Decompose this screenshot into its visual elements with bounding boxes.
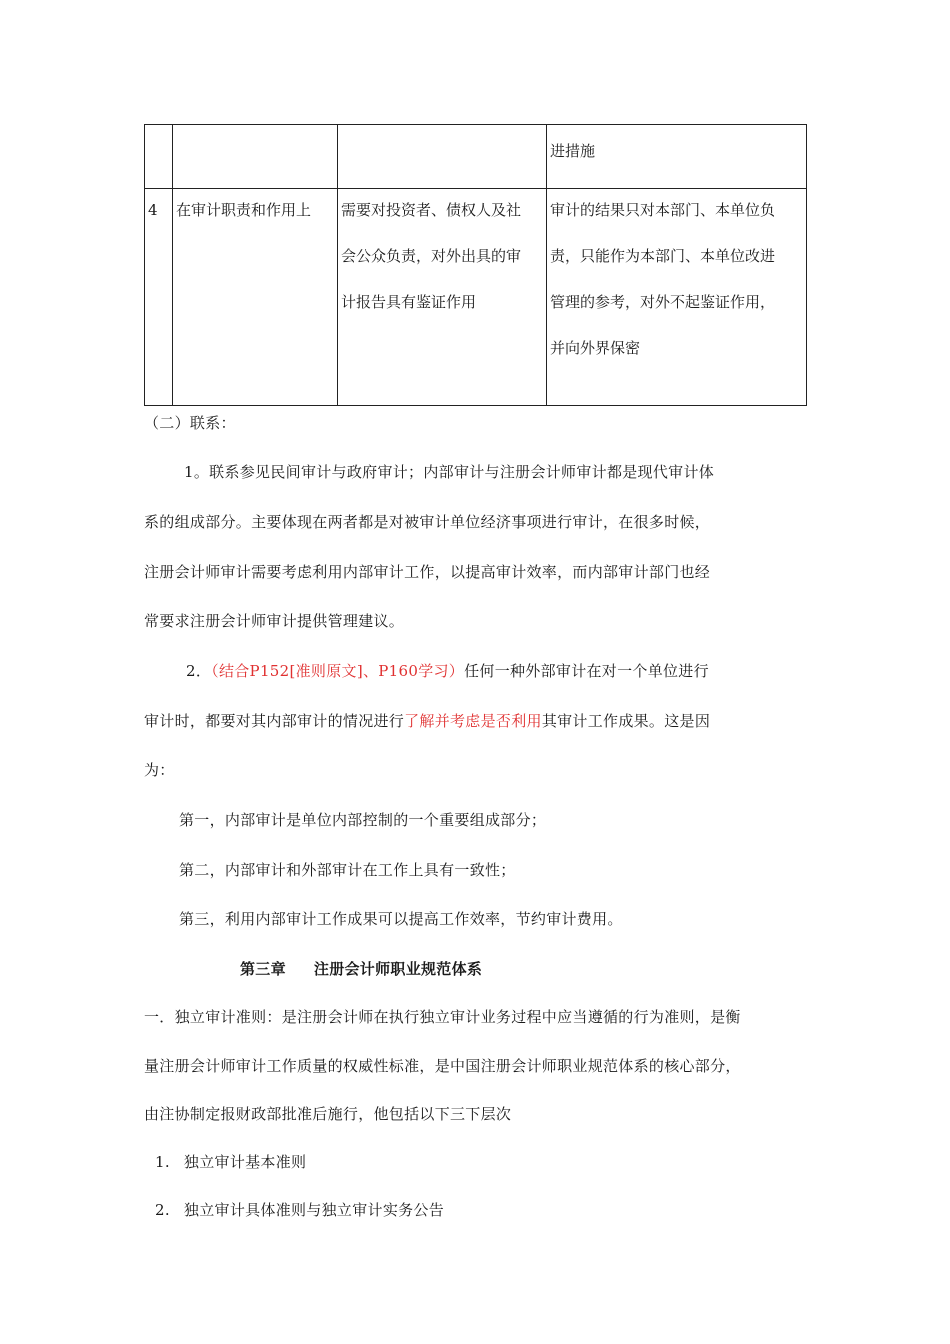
paragraph-line: 量注册会计师审计工作质量的权威性标准，是中国注册会计师职业规范体系的核心部分， [144,1057,741,1075]
table-cell [173,125,338,189]
cell-line: 审计的结果只对本部门、本单位负 [550,201,776,219]
list-item: 1. 独立审计基本准则 [155,1153,307,1171]
cell-line: 责，只能作为本部门、本单位改进 [550,247,776,265]
highlight-text: 了解并考虑是否利用 [404,712,542,730]
table-cell [338,189,547,406]
paragraph-line: 为： [144,761,175,779]
section-heading: （二）联系： [144,414,236,432]
aspect-label: 在审计职责和作用上 [176,201,312,219]
cell-line: 需要对投资者、债权人及社 [341,201,522,219]
comparison-table [144,124,807,406]
highlight-reference: （结合P152[准则原文]、P160学习） [211,662,465,680]
cell-text: 进措施 [550,142,596,160]
reason-item: 第二，内部审计和外部审计在工作上具有一致性； [179,861,516,879]
cell-line: 会公众负责，对外出具的审 [341,247,522,265]
table-cell [145,125,173,189]
list-number: 2. [155,1201,170,1219]
paragraph-line: 由注协制定报财政部批准后施行，他包括以下三下层次 [144,1105,512,1123]
table-row [145,125,807,189]
list-number: 1. [155,1153,170,1171]
chapter-title: 注册会计师职业规范体系 [313,960,483,978]
table-cell [173,189,338,406]
paragraph-line: 审计时，都要对其内部审计的情况进行了解并考虑是否利用其审计工作成果。这是因 [144,712,711,730]
reason-item: 第一，内部审计是单位内部控制的一个重要组成部分； [179,811,547,829]
paragraph-line: 系的组成部分。主要体现在两者都是对被审计单位经济事项进行审计，在很多时候， [144,513,711,531]
chapter-number: 第三章 [240,960,286,978]
paragraph-line: 注册会计师审计需要考虑利用内部审计工作，以提高审计效率，而内部审计部门也经 [144,563,711,581]
cell-line: 计报告具有鉴证作用 [341,293,477,311]
table-cell [338,125,547,189]
paragraph-line: 2．（结合P152[准则原文]、P160学习）任何一种外部审计在对一个单位进行 [186,662,709,680]
chapter-heading [240,958,482,979]
list-item: 2. 独立审计具体准则与独立审计实务公告 [155,1201,445,1219]
paragraph-line: 常要求注册会计师审计提供管理建议。 [144,612,405,630]
cell-line: 并向外界保密 [550,339,641,357]
paragraph-line: 1。联系参见民间审计与政府审计；内部审计与注册会计师审计都是现代审计体 [184,463,715,481]
table-cell [547,125,807,189]
table-cell [145,189,173,406]
cell-line: 管理的参考，对外不起鉴证作用， [550,293,776,311]
row-number: 4 [148,201,158,219]
table-cell [547,189,807,406]
paragraph-line: 一．独立审计准则：是注册会计师在执行独立审计业务过程中应当遵循的行为准则，是衡 [144,1008,741,1026]
table-row [145,189,807,406]
reason-item: 第三，利用内部审计工作成果可以提高工作效率，节约审计费用。 [179,910,623,928]
